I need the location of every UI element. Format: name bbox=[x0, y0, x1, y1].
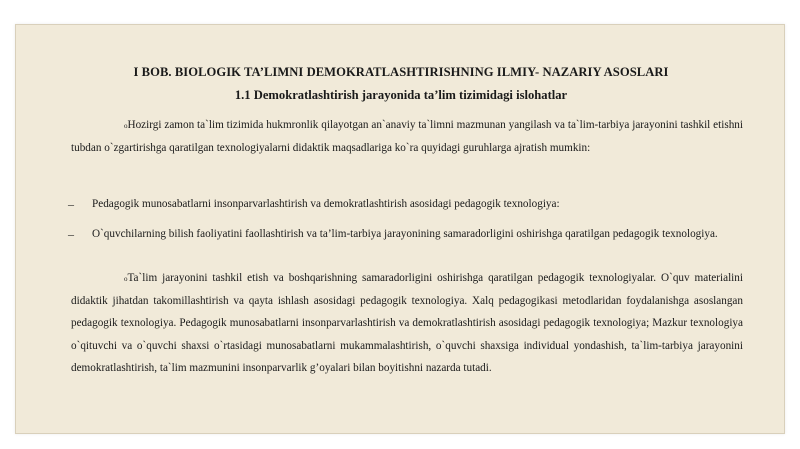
paragraph-marker: o bbox=[124, 122, 128, 130]
paragraph-intro bbox=[71, 114, 743, 159]
slide-page bbox=[15, 24, 785, 434]
bullet-dash-2: – bbox=[68, 227, 74, 241]
bullet-item-1: Pedagogik munosabatlarni insonparvarlashtirish va demokratlashtirish asosidagi pedagogik texnologiya: bbox=[92, 198, 560, 210]
chapter-title: I BOB. BIOLOGIK TA’LIMNI DEMOKRATLASHTIRISHNING ILMIY- NAZARIY ASOSLARI bbox=[133, 65, 669, 79]
paragraph-intro-text: Hozirgi zamon ta`lim tizimida hukmronlik qilayotgan an`anaviy ta`limni mazmunan yangilash va ta`lim-tarbiya jarayonini tashkil etishni tubdan o`zgartirishga qaratilgan texnologiyalarni didaktik maqsadlariga ko`ra quyidagi guruhlarga ajratish mumkin: bbox=[71, 119, 743, 154]
bullet-item-2: O`quvchilarning bilish faoliyatini faollashtirish va ta’lim-tarbiya jarayonining samaradorligini oshirishga qaratilgan pedagogik texnologiya. bbox=[92, 228, 718, 240]
bullet-dash-1: – bbox=[68, 197, 74, 211]
paragraph-body bbox=[71, 267, 743, 380]
section-title: 1.1 Demokratlashtirish jarayonida ta’lim tizimidagi islohatlar bbox=[234, 88, 568, 102]
paragraph-body-text: Ta`lim jarayonini tashkil etish va boshqarishning samaradorligini oshirishga qaratilgan pedagogik texnologiyalar. O`quv materialini didaktik jihatdan takomillashtirish va qayta ishlash asosidagi pedagogik texnologiya. Xalq pedagogikasi metodlaridan foydalanishga asoslangan pedagogik texnologiya. Pedagogik munosabatlarni insonparvarlashtirish va demokratlashtirish asosidagi pedagogik texnologiya; Mazkur texnologiya o`qituvchi va o`quvchi shaxsi o`rtasidagi munosabatlarni mukammalashtirish, o`quvchi shaxsiga individual yondashish, ta`lim-tarbiya jarayonini demokratlashtirish, ta`lim mazmunini insonparvarlik g’oyalari bilan boyitishni nazarda tutadi. bbox=[71, 272, 743, 374]
paragraph-marker: o bbox=[124, 275, 128, 283]
